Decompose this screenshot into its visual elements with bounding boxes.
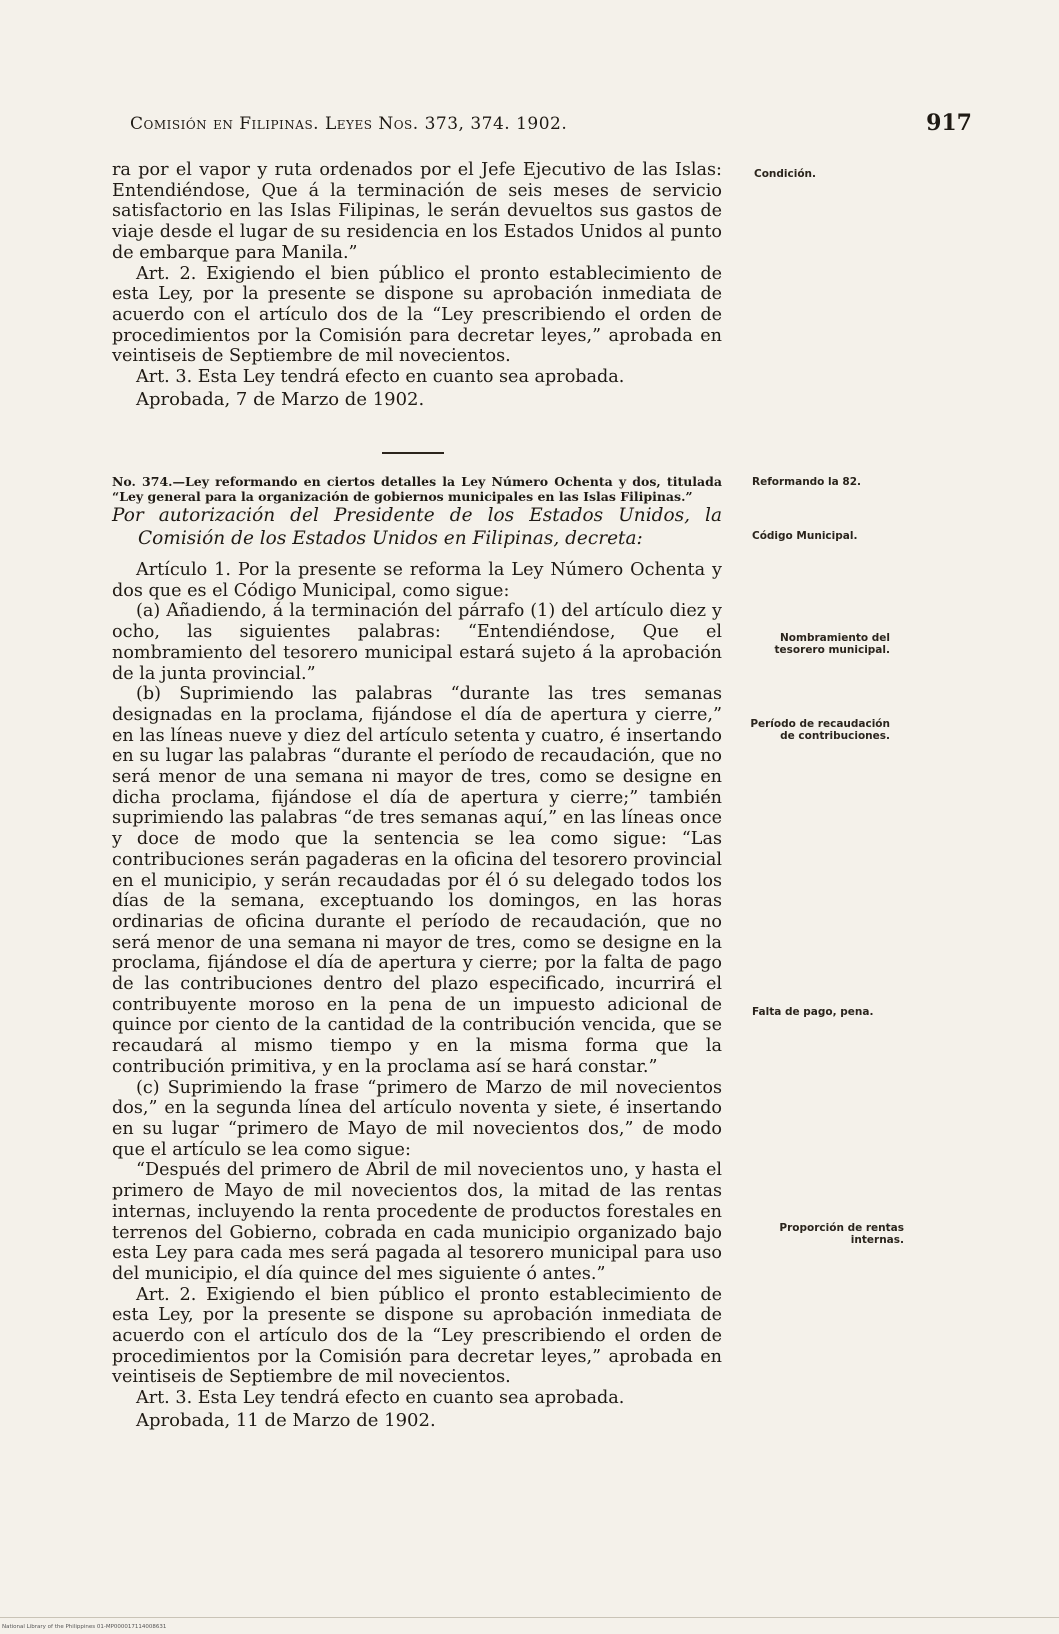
margin-note-condicion: Condición. <box>754 168 817 180</box>
law-374-preamble: Por autorización del Presidente de los Estados Unidos, la Comisión de los Estados Unidos en Filipinas, decreta: <box>112 505 722 549</box>
library-stamp: National Library of the Philippines 01-MP000017114008631 <box>2 1624 167 1630</box>
law-374-clause-c: (c) Suprimiendo la frase “primero de Marzo de mil novecientos dos,” en la segunda línea del artículo noventa y siete, é insertando en su lugar “primero de Mayo de mil novecientos dos,” de modo que el artículo se lea como sigue: <box>112 1077 722 1160</box>
page-number: 917 <box>926 110 972 136</box>
law-374-clause-b: (b) Suprimiendo las palabras “durante las tres semanas designadas en la proclama, fijándose el día de apertura y cierre,” en las líneas nueve y diez del artículo setenta y cuatro, é insertando en su lugar las palabras “durante el período de recaudación, que no será menor de una semana ni mayor de tres, como se designe en dicha proclama, fijándose el día de apertura y cierre;” también suprimiendo las palabras “de tres semanas aquí,” en las líneas once y doce de modo que la sentencia se lea como sigue: “Las contribuciones serán pagaderas en la oficina del tesorero provincial en el municipio, y serán recaudadas por él ó su delegado todos los días de la semana, exceptuando los domingos, en las horas ordinarias de oficina durante el período de recaudación, que no será menor de una semana ni mayor de tres, como se designe en la proclama, fijándose el día de apertura y cierre; por la falta de pago de las contribuciones dentro del plazo especificado, incurrirá el contribuyente moroso en la pena de un impuesto adicional de quince por ciento de la cantidad de la contribución vencida, que se recaudará al mismo tiempo y en la misma forma que la contribución primitiva, y en la proclama así se hará constar.” <box>112 684 722 1077</box>
law-373-conclusion <box>112 160 722 410</box>
law-374 <box>112 474 722 1432</box>
law-374-article-3: Art. 3. Esta Ley tendrá efecto en cuanto sea aprobada. <box>136 1388 625 1409</box>
margin-note-falta-de-pago: Falta de pago, pena. <box>752 1006 874 1018</box>
margin-note-proporcion: Proporción de rentas internas. <box>779 1222 904 1246</box>
margin-note-nombramiento: Nombramiento del tesorero municipal. <box>774 632 890 656</box>
law-374-title: No. 374.—Ley reformando en ciertos detalles la Ley Número Ochenta y dos, titulada “Ley general para la organización de gobiernos municipales en las Islas Filipinas.” <box>112 474 722 504</box>
law-374-article-1: Artículo 1. Por la presente se reforma la Ley Número Ochenta y dos que es el Código Municipal, como sigue: <box>112 560 722 601</box>
law-374-article-2: Art. 2. Exigiendo el bien público el pronto establecimiento de esta Ley, por la presente se dispone su aprobación inmediata de acuerdo con el artículo dos de la “Ley prescribiendo el orden de procedimientos por la Comisión para decretar leyes,” aprobada en veintiseis de Septiembre de mil novecientos. <box>112 1284 722 1388</box>
footer-rule <box>0 1617 1059 1618</box>
law-373-paragraph: ra por el vapor y ruta ordenados por el Jefe Ejecutivo de las Islas: Entendiéndose, Que á la terminación de seis meses de servicio satisfactorio en las Islas Filipinas, le serán devueltos sus gastos de viaje desde el lugar de su residencia en los Estados Unidos al punto de embarque para Manila.” <box>112 160 722 263</box>
section-divider <box>382 452 444 454</box>
running-head: Comisión en Filipinas. Leyes Nos. 373, 374. 1902. <box>130 114 568 134</box>
law-373-article-3: Art. 3. Esta Ley tendrá efecto en cuanto sea aprobada. <box>136 367 625 388</box>
law-373-article-2: Art. 2. Exigiendo el bien público el pronto establecimiento de esta Ley, por la presente se dispone su aprobación inmediata de acuerdo con el artículo dos de la “Ley prescribiendo el orden de procedimientos por la Comisión para decretar leyes,” aprobada en veintiseis de Septiembre de mil novecientos. <box>112 263 722 367</box>
margin-note-reformando: Reformando la 82. <box>752 476 861 488</box>
margin-note-periodo: Período de recaudación de contribuciones. <box>750 718 890 742</box>
law-374-approval-date: Aprobada, 11 de Marzo de 1902. <box>136 1409 436 1431</box>
margin-note-codigo-municipal: Código Municipal. <box>752 530 858 542</box>
page-header <box>130 110 972 138</box>
law-373-approval-date: Aprobada, 7 de Marzo de 1902. <box>136 388 425 410</box>
law-374-quoted-article: “Después del primero de Abril de mil novecientos uno, y hasta el primero de Mayo de mil novecientos dos, la mitad de las rentas internas, incluyendo la renta procedente de productos forestales en terrenos del Gobierno, cobrada en cada municipio organizado bajo esta Ley para cada mes será pagada al tesorero municipal para uso del municipio, el día quince del mes siguiente ó antes.” <box>112 1160 722 1284</box>
law-374-clause-a: (a) Añadiendo, á la terminación del párrafo (1) del artículo diez y ocho, las siguientes palabras: “Entendiéndose, Que el nombramiento del tesorero municipal estará sujeto á la aprobación de la junta provincial.” <box>112 601 722 684</box>
